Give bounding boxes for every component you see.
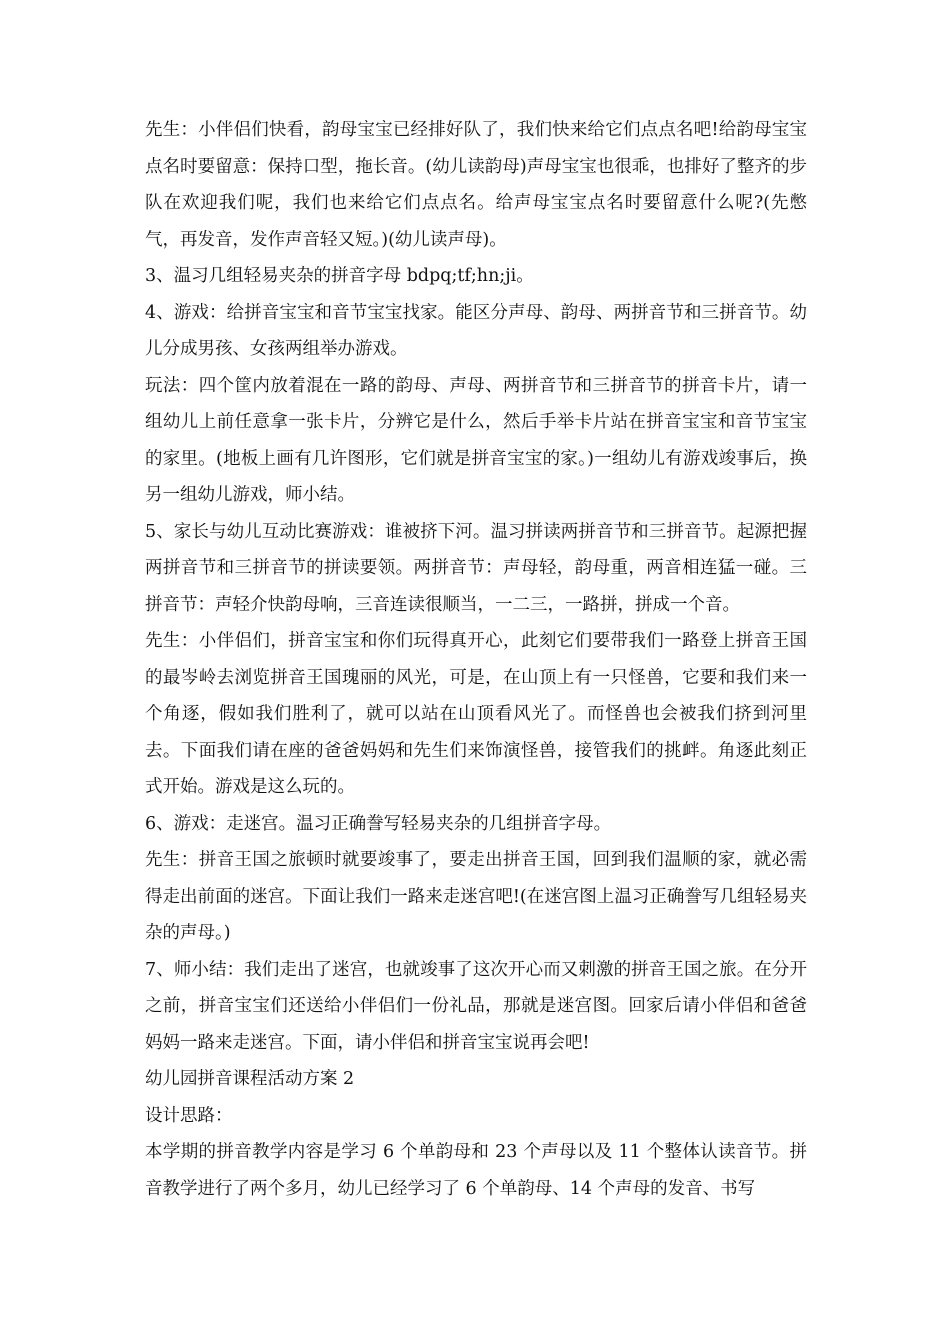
paragraph-step-5: 5、家长与幼儿互动比赛游戏：谁被挤下河。温习拼读两拼音节和三拼音节。起源把握两拼音节和三拼音节的拼读要领。两拼音节：声母轻，韵母重，两音相连猛一碰。三拼音节：声轻介快韵母响，三音连读很顺当，一二三，一路拼，拼成一个音。 [145,521,807,615]
paragraph-step-6: 6、游戏：走迷宫。温习正确誊写轻易夹杂的几组拼音字母。 [145,813,612,834]
section-title: 幼儿园拼音课程活动方案 2 [145,1069,355,1089]
paragraph-teacher-roll-call: 先生：小伴侣们快看，韵母宝宝已经排好队了，我们快来给它们点点名吧!给韵母宝宝点名时要留意：保持口型，拖长音。(幼儿读韵母)声母宝宝也很乖，也排好了整齐的步队在欢迎我们呢，我们也来给它们点点名。给声母宝宝点名时要留意什么呢?(先憋气，再发音，发作声音轻又短。)(幼儿读声母)。 [145,120,807,250]
paragraph-game-rules: 玩法：四个筐内放着混在一路的韵母、声母、两拼音节和三拼音节的拼音卡片，请一组幼儿上前任意拿一张卡片，分辨它是什么，然后手举卡片站在拼音宝宝和音节宝宝的家里。(地板上画有几许图形，它们就是拼音宝宝的家。)一组幼儿有游戏竣事后，换另一组幼儿游戏，师小结。 [145,375,807,505]
paragraph-step-4: 4、游戏：给拼音宝宝和音节宝宝找家。能区分声母、韵母、两拼音节和三拼音节。幼儿分成男孩、女孩两组举办游戏。 [145,302,807,359]
paragraph-step-7: 7、师小结：我们走出了迷宫，也就竣事了这次开心而又刺激的拼音王国之旅。在分开之前，拼音宝宝们还送给小伴侣们一份礼品，那就是迷宫图。回家后请小伴侣和爸爸妈妈一路来走迷宫。下面，请小伴侣和拼音宝宝说再会吧! [145,959,807,1053]
paragraph-design-intro: 本学期的拼音教学内容是学习 6 个单韵母和 23 个声母以及 11 个整体认读音节。拼音教学进行了两个多月，幼儿已经学习了 6 个单韵母、14 个声母的发音、书写 [145,1142,807,1199]
section-subtitle: 设计思路： [145,1105,233,1126]
document-page [145,112,807,1207]
paragraph-teacher-maze: 先生：拼音王国之旅顿时就要竣事了，要走出拼音王国，回到我们温顺的家，就必需得走出前面的迷宫。下面让我们一路来走迷宫吧!(在迷宫图上温习正确誊写几组轻易夹杂的声母。) [145,850,807,943]
paragraph-teacher-monster: 先生：小伴侣们，拼音宝宝和你们玩得真开心，此刻它们要带我们一路登上拼音王国的最岑岭去浏览拼音王国瑰丽的风光，可是，在山顶上有一只怪兽，它要和我们来一个角逐，假如我们胜利了，就可以站在山顶看风光了。而怪兽也会被我们挤到河里去。下面我们请在座的爸爸妈妈和先生们来饰演怪兽，接管我们的挑衅。角逐此刻正式开始。游戏是这么玩的。 [145,631,807,797]
paragraph-step-3: 3、温习几组轻易夹杂的拼音字母 bdpq;tf;hn;ji。 [145,266,534,286]
